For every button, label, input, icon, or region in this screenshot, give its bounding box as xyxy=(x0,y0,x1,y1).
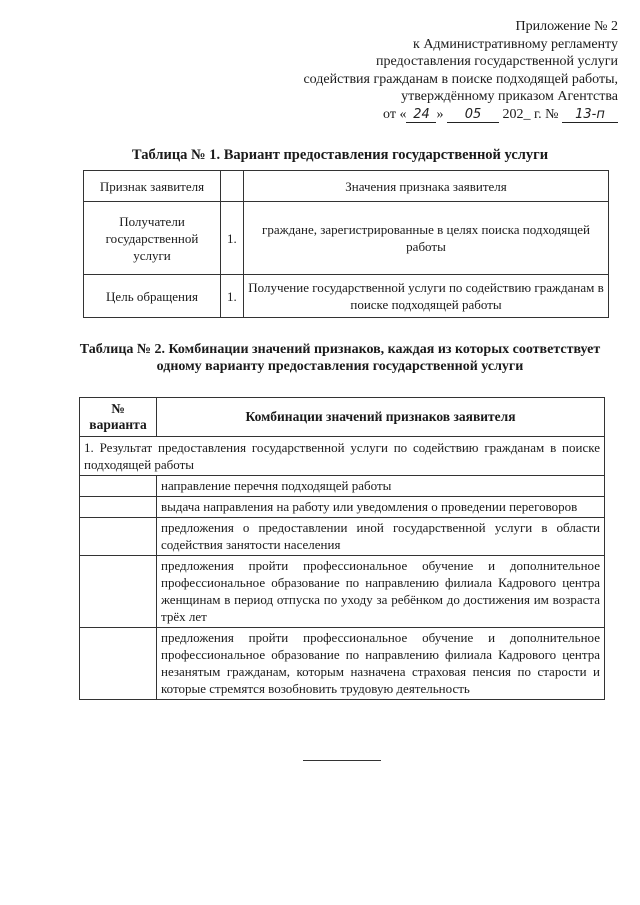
table2-header-row xyxy=(80,398,605,437)
table2-empty-cell xyxy=(80,497,157,518)
table1-header-empty xyxy=(221,171,244,202)
table2-title: Таблица № 2. Комбинации значений признаков, каждая из которых соответствует одному варианту предоставления государственной услуги xyxy=(79,342,601,374)
appendix-line-1: Приложение № 2 xyxy=(515,19,618,34)
table1-title: Таблица № 1. Вариант предоставления государственной услуги xyxy=(131,147,549,163)
appendix-line-2: к Административному регламенту xyxy=(413,36,618,52)
table2-option: направление перечня подходящей работы xyxy=(157,476,605,497)
table1-cell-value: Получение государственной услуги по содействию гражданам в поиске подходящей работы xyxy=(244,275,609,318)
table1-cell-value: граждане, зарегистрированные в целях поиска подходящей работы xyxy=(244,202,609,275)
table2-option: предложения пройти профессиональное обучение и дополнительное профессиональное образование по направлению филиала Кадрового центра женщинам в период отпуска по уходу за ребёнком до достижения им возраста трёх лет xyxy=(157,556,605,628)
table-row xyxy=(80,518,605,556)
table2-option: выдача направления на работу или уведомления о проведении переговоров xyxy=(157,497,605,518)
table1-cell-num: 1. xyxy=(221,275,244,318)
table1-cell-num: 1. xyxy=(221,202,244,275)
appendix-line-3: предоставления государственной услуги xyxy=(376,54,618,69)
table2 xyxy=(79,397,605,700)
appendix-line-4: содействия гражданам в поиске подходящей работы, xyxy=(303,71,618,87)
date-month: 05 xyxy=(447,108,499,123)
table2-option: предложения о предоставлении иной государственной услуги в области содействия занятости населения xyxy=(157,518,605,556)
table2-option: предложения пройти профессиональное обучение и дополнительное профессиональное образование по направлению филиала Кадрового центра незанятым гражданам, которым назначена страховая пенсия по старости и которые стремятся возобновить трудовую деятельность xyxy=(157,628,605,700)
table-row xyxy=(80,497,605,518)
date-year: 202_ г. № xyxy=(502,106,559,122)
table-row xyxy=(80,556,605,628)
table2-header-combinations: Комбинации значений признаков заявителя xyxy=(157,398,605,437)
date-separator: » xyxy=(436,106,444,122)
appendix-line-5: утверждённому приказом Агентства xyxy=(401,89,618,104)
table2-empty-cell xyxy=(80,556,157,628)
table1 xyxy=(83,170,609,318)
date-prefix: от « xyxy=(383,106,407,122)
table1-header-values: Значения признака заявителя xyxy=(244,171,609,202)
table2-header-variant: № варианта xyxy=(80,398,157,437)
table-row xyxy=(80,437,605,476)
table2-empty-cell xyxy=(80,476,157,497)
appendix-header xyxy=(198,18,618,123)
order-number: 13-п xyxy=(562,108,618,123)
table-row xyxy=(84,202,609,275)
table1-header-feature: Признак заявителя xyxy=(84,171,221,202)
table-row xyxy=(84,275,609,318)
table1-cell-feature: Цель обращения xyxy=(84,275,221,318)
end-divider xyxy=(303,760,381,761)
table2-empty-cell xyxy=(80,628,157,700)
date-line xyxy=(198,106,618,124)
table1-header-row xyxy=(84,171,609,202)
table-row xyxy=(80,476,605,497)
table2-variant-line: 1. Результат предоставления государственной услуги по содействию гражданам в поиске подходящей работы xyxy=(80,437,605,476)
table1-cell-feature: Получатели государственной услуги xyxy=(84,202,221,275)
table-row xyxy=(80,628,605,700)
date-day: 24 xyxy=(406,108,436,123)
table2-empty-cell xyxy=(80,518,157,556)
